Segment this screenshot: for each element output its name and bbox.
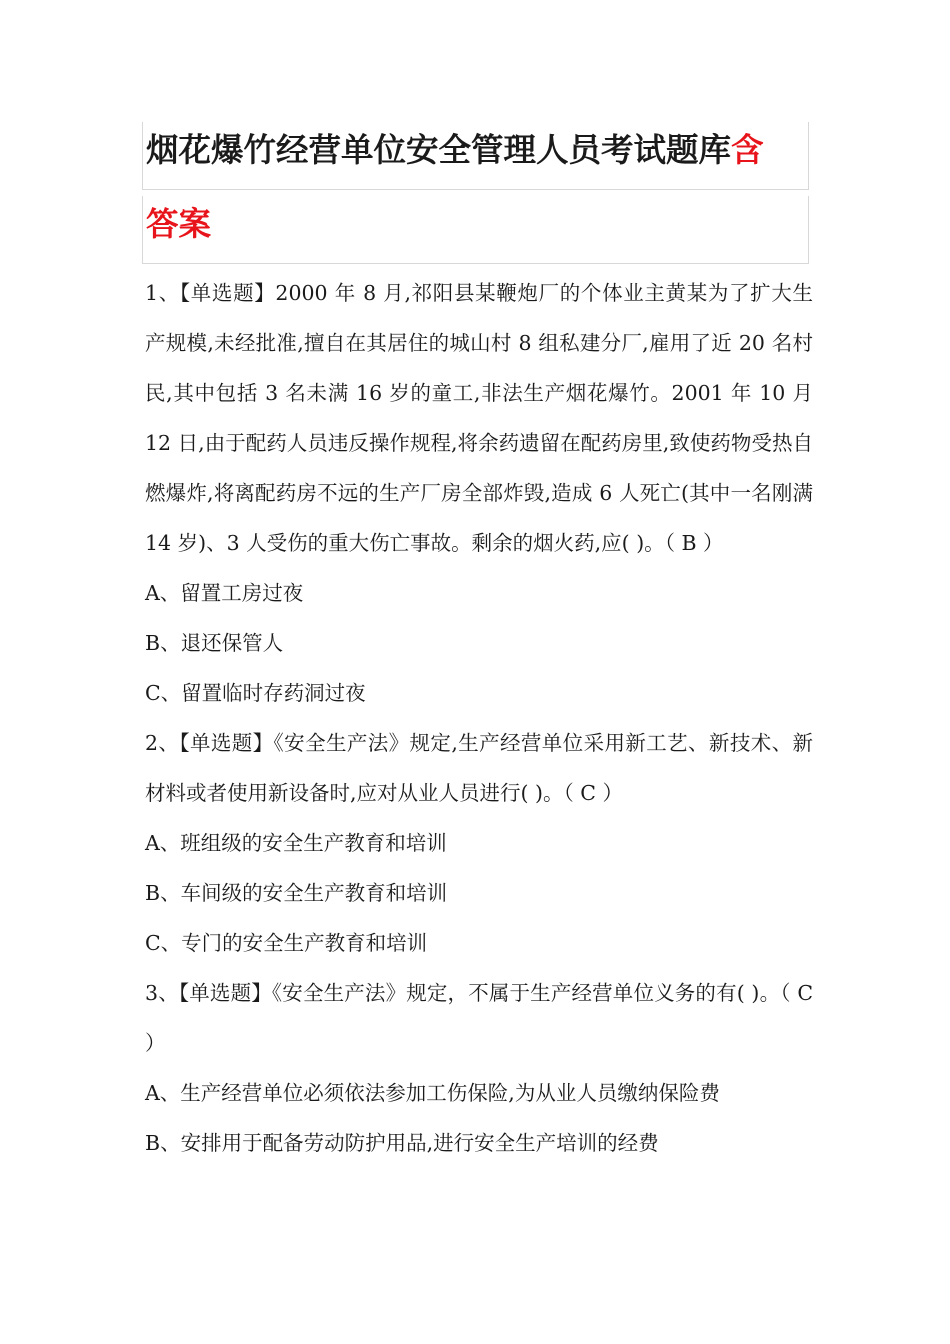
question-stem [145, 718, 813, 818]
question-stem [145, 268, 813, 568]
question-option: A、留置工房过夜 [145, 581, 304, 605]
question-option: A、班组级的安全生产教育和培训 [145, 831, 447, 855]
question-option: B、退还保管人 [145, 631, 284, 655]
document-title-highlight-1: 含 [731, 131, 764, 169]
question-option: B、安排用于配备劳动防护用品,进行安全生产培训的经费 [145, 1131, 659, 1155]
title-frame-top [142, 122, 809, 190]
question-2 [145, 718, 813, 968]
question-text: 1、【单选题】2000 年 8 月,祁阳县某鞭炮厂的个体业主黄某为了扩大生产规模,未经批准,擅自在其居住的城山村 8 组私建分厂,雇用了近 20 名村民,其中包括 3 名未满 16 岁的童工,非法生产烟花爆竹。2001 年 10 月 12 日,由于配药人员违反操作规程,将余药遗留在配药房里,致使药物受热自燃爆炸,将离配药房不远的生产厂房全部炸毁,造成 6 人死亡(其中一名刚满 14 岁)、3 人受伤的重大伤亡事故。剩余的烟火药,应( )。 [145, 281, 813, 555]
question-text: 2、【单选题】《安全生产法》规定,生产经营单位采用新工艺、新技术、新材料或者使用新设备时,应对从业人员进行( )。 [145, 731, 813, 805]
question-option: C、专门的安全生产教育和培训 [145, 931, 428, 955]
question-answer: （ B ） [664, 531, 724, 555]
question-3 [145, 968, 813, 1168]
question-option: C、留置临时存药洞过夜 [145, 681, 366, 705]
question-1 [145, 268, 813, 718]
question-stem [145, 968, 813, 1068]
title-frame-bottom [142, 196, 809, 264]
question-option: A、生产经营单位必须依法参加工伤保险,为从业人员缴纳保险费 [145, 1081, 720, 1105]
document-title-highlight-2: 答案 [146, 205, 212, 243]
document-title-line-2 [146, 204, 211, 244]
question-option: B、车间级的安全生产教育和培训 [145, 881, 448, 905]
question-answer: （ C ） [563, 781, 623, 805]
document-title-line-1 [146, 130, 764, 170]
question-answer: （ C ） [145, 981, 813, 1055]
document-title-main: 烟花爆竹经营单位安全管理人员考试题库 [146, 131, 732, 169]
question-text: 3、【单选题】《安全生产法》规定，不属于生产经营单位义务的有( )。 [145, 981, 781, 1005]
question-list [145, 268, 813, 1168]
